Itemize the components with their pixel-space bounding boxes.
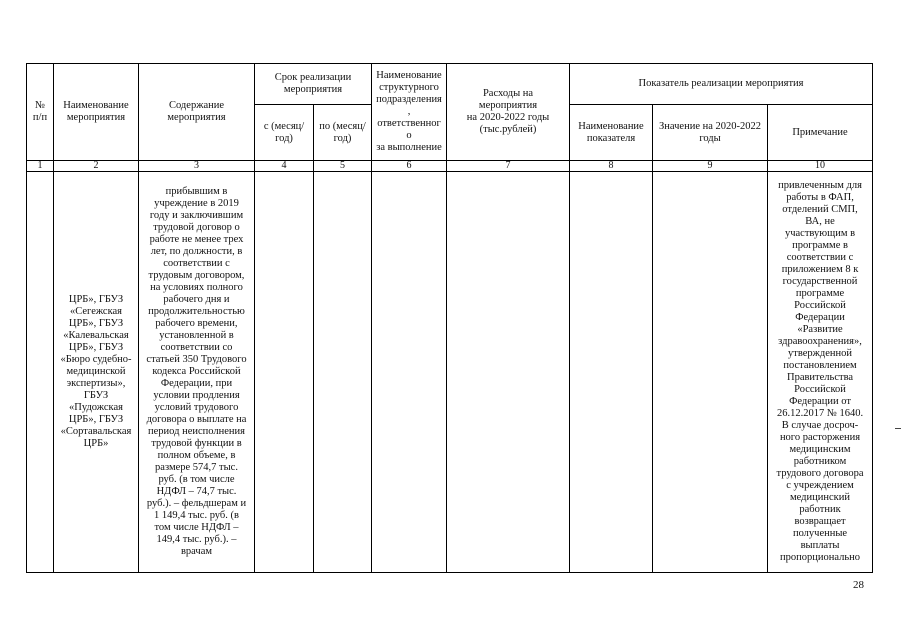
cell-expenses <box>447 172 570 573</box>
column-number: 3 <box>139 161 255 172</box>
column-number: 6 <box>372 161 447 172</box>
column-number: 8 <box>570 161 653 172</box>
cell-activity-name: ЦРБ», ГБУЗ «Сегежская ЦРБ», ГБУЗ «Калевальская ЦРБ», ГБУЗ «Бюро судебно- медицинской экспертизы», ГБУЗ «Пудожская ЦРБ», ГБУЗ «Сортавальская ЦРБ» <box>54 172 139 573</box>
column-number: 5 <box>314 161 372 172</box>
activities-table <box>26 63 873 573</box>
header-period: Срок реализации мероприятия <box>255 64 372 105</box>
header-period-from: с (месяц/ год) <box>255 105 314 161</box>
column-number: 10 <box>768 161 873 172</box>
cell-period-from <box>255 172 314 573</box>
cell-activity-content: прибывшим в учреждение в 2019 году и заключившим трудовой договор о работе не менее трех лет, по должности, в соответствии с трудовым договором, на условиях полного рабочего дня и продолжительностью рабочего времени, установленной в соответствии со статьей 350 Трудового кодекса Российской Федерации, при условии продления условий трудового договора о выплате на период неисполнения трудовой функции в полном объеме, в размере 574,7 тыс. руб. (в том числе НДФЛ – 74,7 тыс. руб.). – фельдшерам и 1 149,4 тыс. руб. (в том числе НДФЛ – 149,4 тыс. руб.). – врачам <box>139 172 255 573</box>
cell-responsible-unit <box>372 172 447 573</box>
column-number-row <box>27 161 873 172</box>
cell-num <box>27 172 54 573</box>
table-row <box>27 172 873 573</box>
cell-period-to <box>314 172 372 573</box>
column-number: 4 <box>255 161 314 172</box>
margin-mark <box>895 428 901 429</box>
header-note: Примечание <box>768 105 873 161</box>
column-number: 9 <box>653 161 768 172</box>
column-number: 1 <box>27 161 54 172</box>
header-responsible-unit: Наименование структурного подразделения , ответственног о за выполнение <box>372 64 447 161</box>
header-expenses: Расходы на мероприятия на 2020-2022 годы (тыс.рублей) <box>447 64 570 161</box>
cell-indicator-value <box>653 172 768 573</box>
column-number: 2 <box>54 161 139 172</box>
column-number: 7 <box>447 161 570 172</box>
header-indicator: Показатель реализации мероприятия <box>570 64 873 105</box>
cell-indicator-name <box>570 172 653 573</box>
header-indicator-name: Наименование показателя <box>570 105 653 161</box>
page-number: 28 <box>853 579 864 591</box>
cell-note: привлеченным для работы в ФАП, отделений СМП, ВА, не участвующим в программе в соответствии с приложением 8 к государственной программе Российской Федерации «Развитие здравоохранения», утвержденной постановлением Правительства Российской Федерации от 26.12.2017 № 1640. В случае досроч- ного расторжения медицинским работником трудового договора с учреждением медицинский работник возвращает полученные выплаты пропорционально <box>768 172 873 573</box>
header-indicator-value: Значение на 2020-2022 годы <box>653 105 768 161</box>
header-period-to: по (месяц/ год) <box>314 105 372 161</box>
header-name: Наименование мероприятия <box>54 64 139 161</box>
header-content: Содержание мероприятия <box>139 64 255 161</box>
header-num: № п/п <box>27 64 54 161</box>
